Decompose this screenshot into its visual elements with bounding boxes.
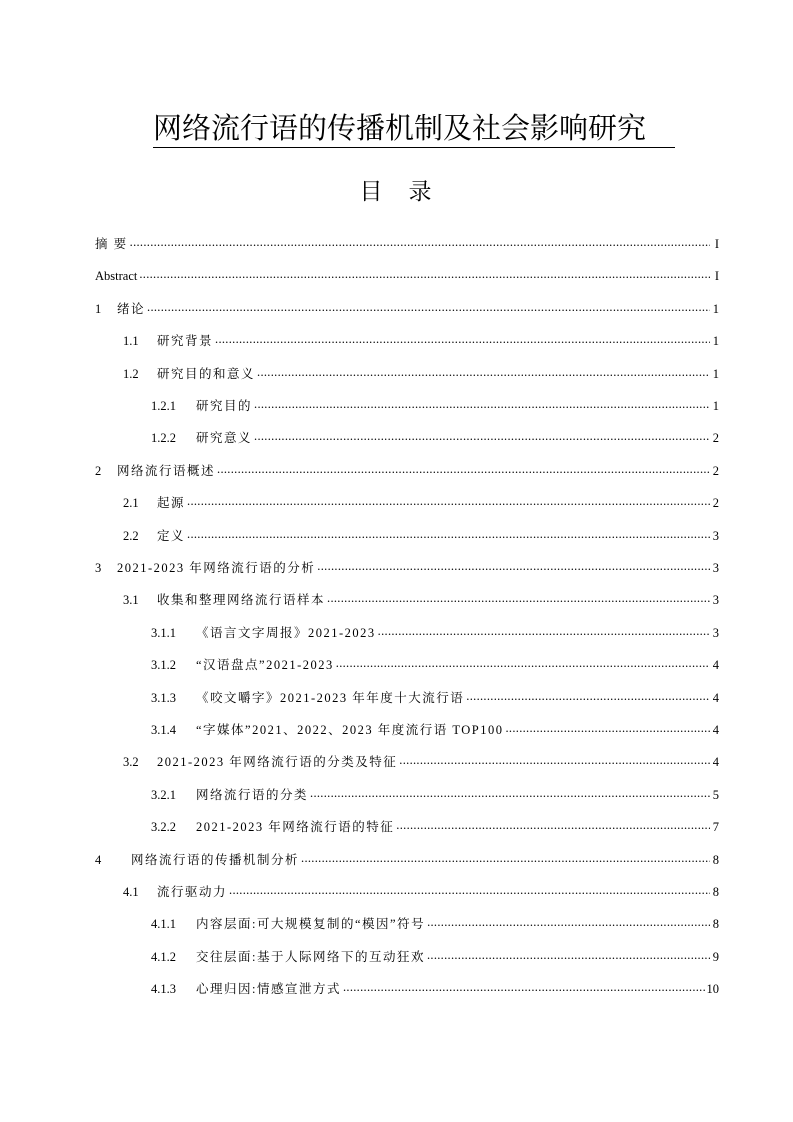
toc-entry-page: 7 [712,820,719,835]
toc-entry-label: 研究目的 [196,399,253,413]
toc-heading [0,178,793,206]
document-title: 网络流行语的传播机制及社会影响研究 [153,112,675,148]
toc-entry-number: 3.1 [123,593,139,608]
toc-entry-label: 研究目的和意义 [157,366,256,381]
toc-entry[interactable] [95,718,719,738]
toc-entry-number: 2 [95,463,102,478]
toc-entry[interactable] [95,815,719,835]
toc-entry[interactable] [95,394,719,414]
toc-leader-dots [427,949,710,965]
toc-entry-page: 5 [712,787,719,802]
toc-leader-dots [229,884,710,900]
toc-entry-label: “汉语盘点”2021-2023 [196,658,334,673]
toc-leader-dots [466,690,710,706]
toc-entry-number: 4 [95,852,102,867]
toc-entry-number: 3.1.4 [151,723,176,737]
toc-entry-number: 1 [95,301,102,316]
toc-entry-page: 1 [712,334,719,349]
toc-entry-page: 2 [712,496,719,511]
toc-entry-page: 1 [712,399,719,413]
toc-entry[interactable] [95,491,719,511]
toc-entry-label: 绪论 [117,301,146,316]
toc-entry[interactable] [95,556,719,576]
toc-entry-page: 1 [712,366,719,381]
toc-entry-page: 4 [712,658,719,673]
toc-entry-page: 4 [712,723,719,737]
toc-leader-dots [343,981,705,997]
toc-entry-number: 3.2.2 [151,820,176,835]
toc-entry-number: 1.1 [123,334,139,349]
toc-entry[interactable] [95,977,719,997]
toc-entry-page: 3 [712,528,719,543]
toc-entry-label: Abstract [95,269,138,284]
toc-entry-number: 2.1 [123,496,139,511]
toc-leader-dots [396,819,710,835]
toc-leader-dots [147,301,710,317]
toc-heading-right: 录 [408,179,434,205]
toc-entry-number: 1.2.1 [151,399,176,413]
toc-entry-label: 心理归因:情感宣泄方式 [196,982,341,997]
toc-entry[interactable] [95,653,719,673]
toc-entry-label: 网络流行语概述 [117,463,216,478]
toc-entry-page: 3 [712,625,719,640]
toc-leader-dots [310,787,710,803]
toc-leader-dots [215,333,710,349]
toc-entry-number: 1.2.2 [151,431,176,446]
toc-entry-number: 3.1.1 [151,625,176,640]
toc-entry-label: 研究意义 [196,431,253,446]
toc-leader-dots [187,495,710,511]
toc-entry-number: 4.1 [123,885,139,899]
toc-entry[interactable] [95,329,719,349]
toc-entry[interactable] [95,264,719,284]
toc-leader-dots [301,852,710,868]
toc-leader-dots [257,366,710,382]
toc-leader-dots [336,657,710,673]
toc-leader-dots [317,560,710,576]
toc-leader-dots [506,722,711,738]
toc-leader-dots [327,592,710,608]
toc-entry-label: 网络流行语的分类 [196,787,309,802]
toc-entry[interactable] [95,362,719,382]
toc-entry-label: 《语言文字周报》2021-2023 [196,625,376,640]
toc-entry[interactable] [95,588,719,608]
toc-entry[interactable] [95,848,719,868]
toc-leader-dots [130,236,710,252]
toc-entry-page: 4 [712,690,719,705]
toc-entry-page: 2 [712,463,719,478]
toc-leader-dots [187,528,710,544]
toc-entry[interactable] [95,686,719,706]
toc-entry[interactable] [95,524,719,544]
toc-entry-page: I [714,237,719,251]
toc-entry[interactable] [95,232,719,252]
toc-entry-page: 4 [712,755,719,770]
toc-entry-label: 网络流行语的传播机制分析 [131,852,300,867]
toc-entry[interactable] [95,750,719,770]
toc-leader-dots [254,398,710,414]
toc-entry[interactable] [95,783,719,803]
toc-entry-label: 2021-2023 年网络流行语的分析 [117,561,316,575]
toc-entry[interactable] [95,297,719,317]
toc-entry-number: 3 [95,561,102,575]
toc-leader-dots [378,625,710,641]
toc-leader-dots [139,268,710,284]
toc-entry[interactable] [95,912,719,932]
toc-entry[interactable] [95,621,719,641]
toc-entry-number: 1.2 [123,366,139,381]
toc-entry-label: 研究背景 [157,334,214,349]
toc-entry-label: 2021-2023 年网络流行语的特征 [196,820,395,835]
toc-entry-page: 8 [712,885,719,899]
toc-entry[interactable] [95,426,719,446]
toc-entry-page: 9 [712,949,719,964]
toc-leader-dots [427,916,710,932]
toc-entry[interactable] [95,459,719,479]
toc-entry-page: 3 [712,561,719,575]
toc-leader-dots [254,430,710,446]
toc-entry-label: 内容层面:可大规模复制的“模因”符号 [196,917,426,932]
toc-entry-number: 3.2 [123,755,139,770]
toc-entry-label: 2021-2023 年网络流行语的分类及特征 [157,755,398,770]
toc-entry-number: 3.2.1 [151,787,176,802]
toc-entry-label: “字媒体”2021、2022、2023 年度流行语 TOP100 [196,723,504,737]
toc-entry-page: 8 [712,917,719,932]
toc-entry-number: 3.1.3 [151,690,176,705]
toc-entry-label: 交往层面:基于人际网络下的互动狂欢 [196,949,425,964]
toc-entry-number: 4.1.1 [151,917,176,932]
toc-entry-label: 摘 要 [95,237,128,251]
toc-entry-number: 4.1.2 [151,949,176,964]
toc-entry-page: I [714,269,719,284]
toc-entry-label: 收集和整理网络流行语样本 [157,593,326,608]
toc-leader-dots [217,463,710,479]
toc-entry-label: 《咬文嚼字》2021-2023 年年度十大流行语 [196,690,465,705]
toc-entry-page: 3 [712,593,719,608]
toc-entry-page: 2 [712,431,719,446]
toc-entry[interactable] [95,880,719,900]
toc-entry[interactable] [95,945,719,965]
toc-entry-label: 流行驱动力 [157,885,228,899]
toc-entry-label: 定义 [157,528,186,543]
toc-entry-number: 3.1.2 [151,658,176,673]
toc-entry-label: 起源 [157,496,186,511]
toc-leader-dots [399,754,710,770]
toc-heading-left: 目 [359,179,385,205]
toc-entry-number: 4.1.3 [151,982,176,997]
toc-entry-page: 10 [706,982,719,997]
toc-entry-page: 1 [712,301,719,316]
toc-entry-number: 2.2 [123,528,139,543]
toc-entry-page: 8 [712,852,719,867]
